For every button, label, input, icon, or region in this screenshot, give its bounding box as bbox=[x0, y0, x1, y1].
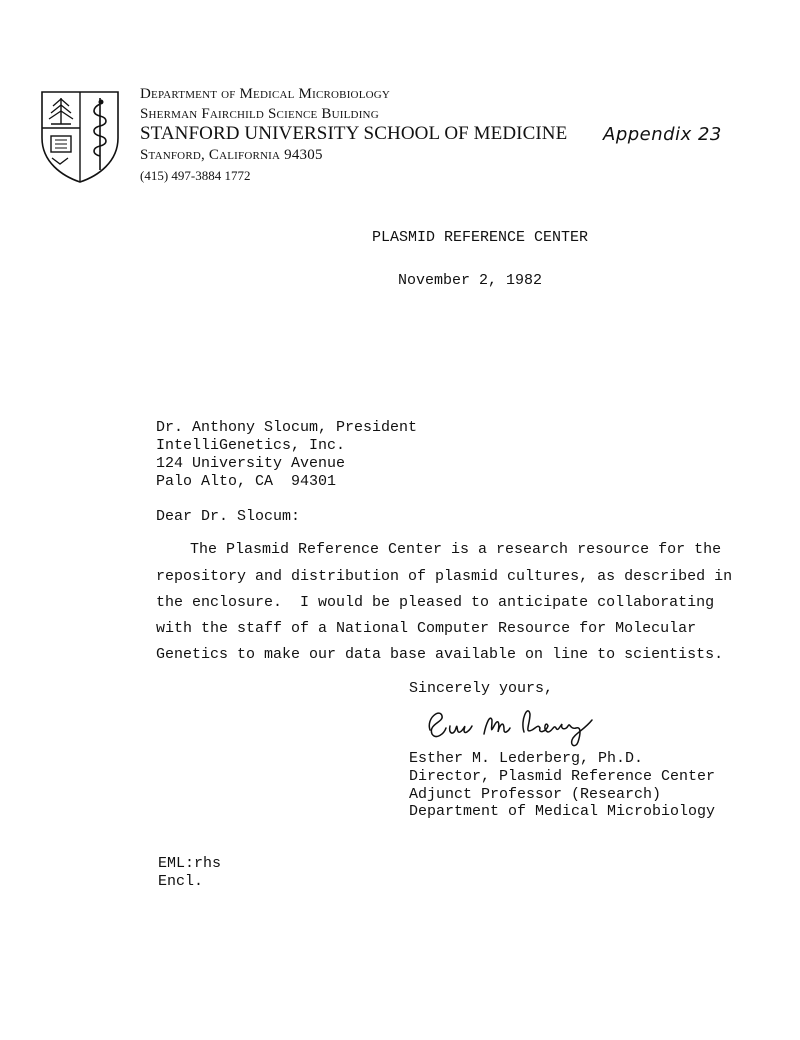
enclosure-note: Encl. bbox=[158, 873, 204, 890]
body-line: the enclosure. I would be pleased to anticipate collaborating bbox=[156, 594, 715, 611]
reference-initials: EML:rhs bbox=[158, 855, 222, 872]
recipient-line: Palo Alto, CA 94301 bbox=[156, 473, 337, 490]
letterhead-department: Department of Medical Microbiology bbox=[140, 86, 391, 102]
recipient-line: 124 University Avenue bbox=[156, 455, 346, 472]
signer-title: Director, Plasmid Reference Center bbox=[409, 768, 716, 785]
body-line: repository and distribution of plasmid cultures, as described in bbox=[156, 568, 733, 585]
letterhead-school: STANFORD UNIVERSITY SCHOOL OF MEDICINE bbox=[140, 123, 568, 144]
center-title: PLASMID REFERENCE CENTER bbox=[372, 229, 589, 246]
body-line: The Plasmid Reference Center is a research resource for the bbox=[190, 541, 722, 558]
letter-date: November 2, 1982 bbox=[398, 272, 543, 289]
signer-title: Adjunct Professor (Research) bbox=[409, 786, 662, 803]
letterhead-city: Stanford, California 94305 bbox=[140, 147, 323, 163]
letterhead-building: Sherman Fairchild Science Building bbox=[140, 106, 379, 122]
letterhead-phone: (415) 497-3884 1772 bbox=[140, 168, 251, 183]
stanford-seal-icon bbox=[38, 88, 122, 184]
closing: Sincerely yours, bbox=[409, 680, 554, 697]
signer-name: Esther M. Lederberg, Ph.D. bbox=[409, 750, 644, 767]
handwritten-signature bbox=[420, 700, 610, 750]
appendix-annotation: Appendix 23 bbox=[603, 124, 722, 145]
recipient-line: IntelliGenetics, Inc. bbox=[156, 437, 346, 454]
signer-title: Department of Medical Microbiology bbox=[409, 803, 716, 820]
body-line: Genetics to make our data base available on line to scientists. bbox=[156, 646, 724, 663]
recipient-line: Dr. Anthony Slocum, President bbox=[156, 419, 418, 436]
salutation: Dear Dr. Slocum: bbox=[156, 508, 301, 525]
body-line: with the staff of a National Computer Resource for Molecular bbox=[156, 620, 697, 637]
